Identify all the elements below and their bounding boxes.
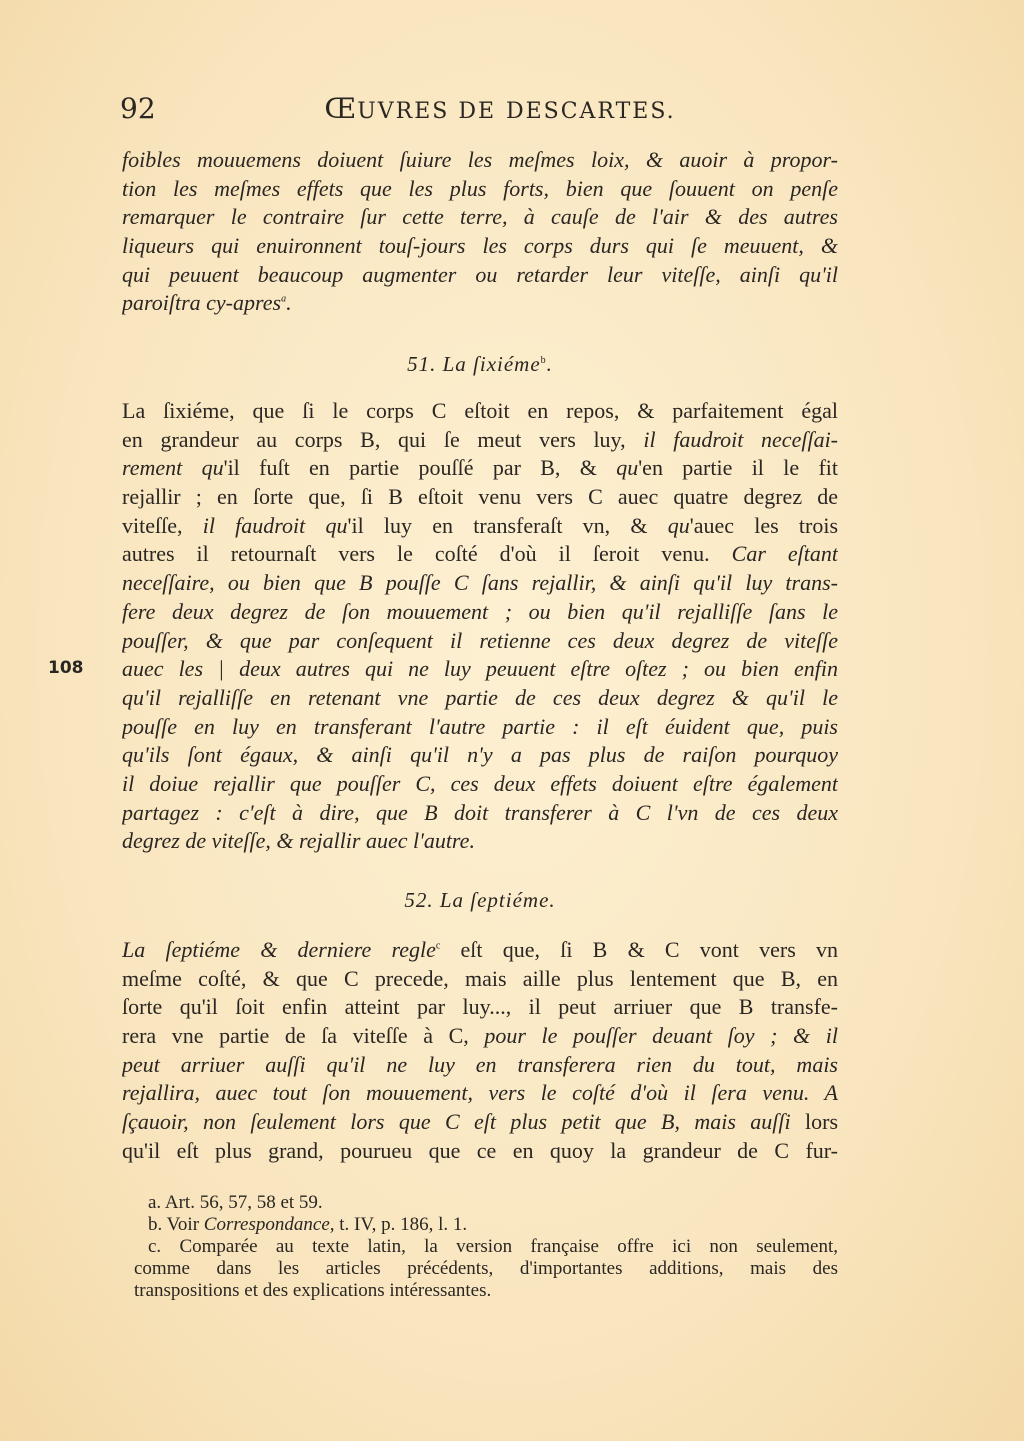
text-line: autres il retournaſt vers le coſté d'où il ſeroit venu. Car eſtant: [122, 541, 838, 567]
section-heading-52: 52. La ſeptiéme.: [404, 888, 556, 912]
text-line: auec les | deux autres qui ne luy peuuent eſtre oſtez ; ou bien enfin: [122, 656, 838, 682]
text-line: pouſſe en luy en transferant l'autre partie : il eſt éuident que, puis: [122, 713, 838, 739]
paragraph-51: [122, 397, 838, 856]
footnote-c: c. Comparée au texte latin, la version française offre ici non seulement,: [148, 1236, 838, 1257]
page-header: [120, 92, 840, 132]
text-line: qu'il rejalliſſe en retenant vne partie de ces deux degrez & qu'il le: [122, 684, 838, 710]
paragraph-50-continued: [122, 146, 838, 318]
text-line: en grandeur au corps B, qui ſe meut vers luy, il faudroit neceſſai-: [122, 426, 838, 452]
footnote-c-line2: comme dans les articles précédents, d'importantes additions, mais des: [134, 1258, 838, 1279]
text-line: rejallir ; en ſorte que, ſi B eſtoit venu vers C auec quatre degrez de: [122, 484, 838, 510]
text-line: La ſeptiéme & derniere regle$^c$ eſt que, ſi B & C vont vers vn: [122, 937, 838, 962]
text-line: meſme coſté, & que C precede, mais aille plus lentement que B, en: [122, 965, 838, 991]
text-line: qu'il eſt plus grand, pourueu que ce en quoy la grandeur de C fur-: [122, 1137, 838, 1163]
text-line: viteſſe, il faudroit qu'il luy en transferaſt vn, & qu'auec les trois: [122, 512, 838, 538]
page-number: 92: [120, 92, 156, 125]
running-title: ŒUVRES DE DESCARTES.: [324, 92, 676, 125]
text-line: rement qu'il fuſt en partie pouſſé par B, & qu'en partie il le fit: [122, 455, 838, 481]
text-line: neceſſaire, ou bien que B pouſſe C ſans rejallir, & ainſi qu'il luy trans-: [122, 570, 838, 596]
margin-page-reference: 108: [48, 658, 84, 678]
text-line: partagez : c'eſt à dire, que B doit transferer à C l'vn de ces deux: [122, 799, 838, 825]
text-line: tion les meſmes effets que les plus forts, bien que ſouuent on penſe: [122, 175, 838, 201]
footnote-c-line3: transpositions et des explications intéressantes.: [134, 1280, 492, 1301]
footnotes: [134, 1192, 838, 1302]
text-line: fere deux degrez de ſon mouuement ; ou bien qu'il rejalliſſe ſans le: [122, 598, 838, 624]
text-line: degrez de viteſſe, & rejallir auec l'autre.: [122, 828, 475, 854]
text-line: pouſſer, & que par conſequent il retienne ces deux degrez de viteſſe: [122, 627, 838, 653]
paragraph-52: [122, 936, 838, 1166]
text-line: foibles mouuemens doiuent ſuiure les meſmes loix, & auoir à propor-: [122, 147, 838, 172]
footnote-a: a. Art. 56, 57, 58 et 59.: [148, 1192, 323, 1213]
text-line: paroiſtra cy-apres$^a$.: [122, 290, 292, 316]
text-line: rejallira, auec tout ſon mouuement, vers le coſté d'où il ſera venu. A: [122, 1080, 838, 1106]
text-line: liqueurs qui enuironnent touſ-jours les corps durs qui ſe meuuent, &: [122, 233, 838, 259]
footnote-b: b. Voir Correspondance, t. IV, p. 186, l. 1.: [148, 1214, 468, 1235]
text-line: il doiue rejallir que pouſſer C, ces deux effets doiuent eſtre également: [122, 770, 838, 796]
text-line: ſçauoir, non ſeulement lors que C eſt plus petit que B, mais auſſi lors: [122, 1109, 838, 1135]
text-line: qui peuuent beaucoup augmenter ou retarder leur viteſſe, ainſi qu'il: [122, 261, 838, 287]
text-line: rera vne partie de ſa viteſſe à C, pour le pouſſer deuant ſoy ; & il: [122, 1023, 838, 1049]
section-heading-51: 51. La ſixiéme$^b$.: [407, 352, 553, 376]
text-line: remarquer le contraire ſur cette terre, à cauſe de l'air & des autres: [122, 204, 838, 230]
text-line: qu'ils ſont égaux, & ainſi qu'il n'y a pas plus de raiſon pourquoy: [122, 742, 838, 768]
text-line: ſorte qu'il ſoit enfin atteint par luy..., il peut arriuer que B transfe-: [122, 994, 838, 1020]
text-line: peut arriuer auſſi qu'il ne luy en transferera rien du tout, mais: [122, 1051, 838, 1077]
text-line: La ſixiéme, que ſi le corps C eſtoit en repos, & parfaitement égal: [122, 398, 838, 423]
